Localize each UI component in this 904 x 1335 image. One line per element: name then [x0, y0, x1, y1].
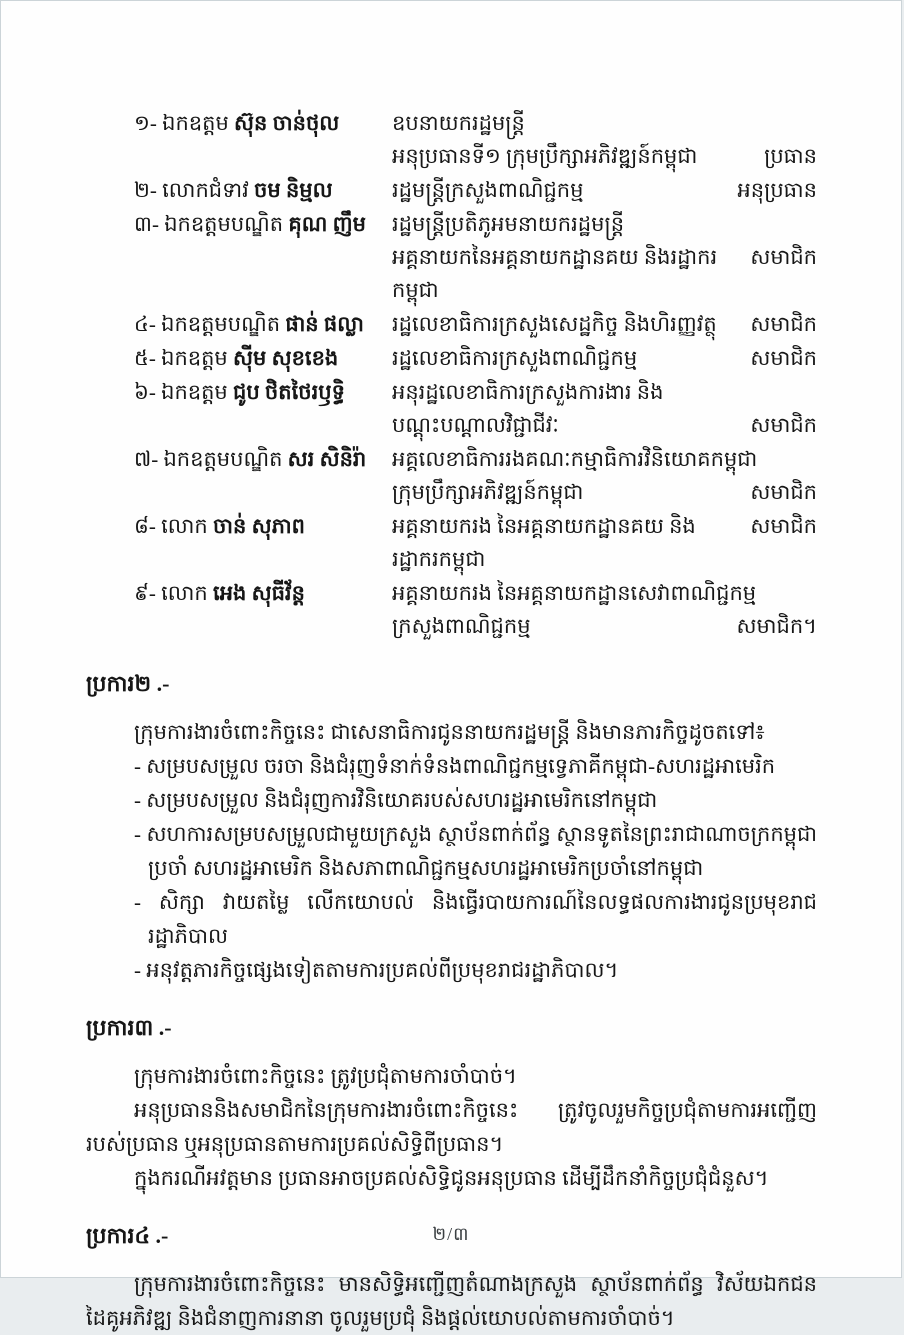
member-prefix: ៥- ឯកឧត្តម — [134, 346, 228, 370]
member-title-and-name — [134, 443, 388, 509]
member-prefix: ៨- លោក — [134, 514, 208, 538]
member-title-and-name — [134, 577, 388, 643]
membership-role: សមាជិក — [750, 312, 817, 336]
article-heading: ប្រការ៣ .- — [86, 1015, 172, 1040]
member-row — [134, 443, 817, 509]
member-title-and-name — [134, 308, 388, 341]
position-text: អនុប្រធានទី១ ក្រុមប្រឹក្សាអភិវឌ្ឍន៍កម្ពុជា — [392, 144, 698, 168]
member-prefix: ៩- លោក — [134, 581, 208, 605]
membership-role: សមាជិក — [750, 514, 817, 538]
duty-bullet-item: - សម្របសម្រួល ចរចា និងជំរុញទំនាក់ទំនងពាណិជ្ជកម្មទ្វេភាគីកម្ពុជា-សហរដ្ឋអាមេរិក — [134, 754, 776, 778]
member-positions — [392, 510, 817, 576]
position-line — [392, 107, 817, 140]
position-line — [392, 476, 817, 509]
member-name: អេង សុធីវ័ន្ត — [213, 581, 305, 605]
member-name: ស៊ីម សុខខេង — [233, 346, 339, 370]
article-paragraph: ក្រុមការងារចំពោះកិច្ចនេះ ត្រូវប្រជុំតាមការចាំបាច់។ — [134, 1064, 517, 1088]
article-heading: ប្រការ២ .- — [86, 671, 170, 696]
position-line — [392, 140, 817, 173]
member-prefix: ២- លោកជំទាវ — [134, 178, 249, 202]
position-line — [392, 342, 817, 375]
duty-bullet-item: - អនុវត្តភារកិច្ចផ្សេងទៀតតាមការប្រគល់ពីប្រមុខរាជរដ្ឋាភិបាល។ — [134, 958, 619, 982]
member-row — [134, 174, 817, 207]
member-prefix: ៧- ឯកឧត្តមបណ្ឌិត — [134, 447, 283, 471]
duty-bullet-item: - សិក្សា វាយតម្លៃ លើកយោបល់ និងធ្វើរបាយការណ៍នៃលទ្ធផលការងារជូនប្រមុខរាជរដ្ឋាភិបាល — [134, 890, 817, 948]
position-line — [392, 308, 817, 341]
position-line — [392, 241, 817, 307]
membership-role: សមាជិក — [750, 346, 817, 370]
membership-role: សមាជិក — [750, 413, 817, 437]
member-name: គុណ ញឹម — [288, 212, 366, 236]
position-text: អគ្គនាយករង នៃអគ្គនាយកដ្ឋានគយ និងរដ្ឋាករកម្ពុជា — [392, 514, 696, 571]
member-positions — [392, 308, 817, 341]
member-row — [134, 510, 817, 576]
member-title-and-name — [134, 376, 388, 442]
member-title-and-name — [134, 107, 388, 173]
duty-bullet-item: - សម្របសម្រួល និងជំរុញការវិនិយោគរបស់សហរដ្ឋអាមេរិកនៅកម្ពុជា — [134, 788, 658, 812]
position-line — [392, 577, 817, 610]
member-row — [134, 308, 817, 341]
member-prefix: ៤- ឯកឧត្តមបណ្ឌិត — [134, 312, 281, 336]
member-name: សរ សិនិរ៉ា — [287, 447, 367, 471]
member-title-and-name — [134, 174, 388, 207]
position-line — [392, 443, 817, 476]
member-row — [134, 107, 817, 173]
article-heading: ប្រការ៤ .- — [86, 1223, 169, 1248]
position-text: អគ្គនាយករង នៃអគ្គនាយកដ្ឋានសេវាពាណិជ្ជកម្ម — [392, 581, 757, 605]
position-text: អគ្គលេខាធិការរងគណៈកម្មាធិការវិនិយោគកម្ពុជា — [392, 447, 758, 471]
member-name: ស៊ុន ចាន់ថុល — [234, 111, 340, 135]
article-paragraph: ក្នុងករណីអវត្តមាន ប្រធានអាចប្រគល់សិទ្ធិជូនអនុប្រធាន ដើម្បីដឹកនាំកិច្ចប្រជុំជំនួស។ — [134, 1166, 769, 1190]
position-text: ក្រសួងពាណិជ្ជកម្ម — [392, 614, 531, 638]
article-paragraph: ក្រុមការងារចំពោះកិច្ចនេះ មានសិទ្ធិអញ្ជើញតំណាងក្រសួង ស្ថាប័នពាក់ព័ន្ធ វិស័យឯកជន ដៃគូអភិវឌ្ឍ និងជំនាញការនានា ចូលរួមប្រជុំ និងផ្តល់យោបល់តាមការចាំបាច់។ — [86, 1272, 817, 1330]
member-positions — [392, 376, 817, 442]
member-row — [134, 342, 817, 375]
member-title-and-name — [134, 208, 388, 307]
member-name: ចាន់ សុភាព — [213, 514, 305, 538]
page-number: ២/៣ — [432, 1224, 470, 1244]
membership-role: សមាជិក — [750, 480, 817, 504]
position-text: រដ្ឋមន្ត្រីក្រសួងពាណិជ្ជកម្ម — [392, 178, 584, 202]
position-line — [392, 610, 817, 643]
member-positions — [392, 174, 817, 207]
article-section — [86, 1011, 817, 1195]
member-list — [134, 107, 817, 643]
position-text: ឧបនាយករដ្ឋមន្ត្រី — [392, 111, 525, 135]
position-line — [392, 409, 817, 442]
article-paragraph: ក្រុមការងារចំពោះកិច្ចនេះ ជាសេនាធិការជូននាយករដ្ឋមន្ត្រី និងមានភារកិច្ចដូចតទៅ៖ — [134, 720, 765, 744]
member-name: ចម និម្មល — [254, 178, 333, 202]
position-text: បណ្ដុះបណ្ដាលវិជ្ជាជីវៈ — [392, 413, 559, 437]
member-positions — [392, 208, 817, 307]
member-title-and-name — [134, 342, 388, 375]
member-positions — [392, 107, 817, 173]
member-positions — [392, 443, 817, 509]
article-paragraph: អនុប្រធាននិងសមាជិកនៃក្រុមការងារចំពោះកិច្ចនេះ ត្រូវចូលរួមកិច្ចប្រជុំតាមការអញ្ជើញរបស់ប្រធាន ឬអនុប្រធានតាមការប្រគល់សិទ្ធិពីប្រធាន។ — [86, 1098, 817, 1156]
position-text: រដ្ឋលេខាធិការក្រសួងសេដ្ឋកិច្ច និងហិរញ្ញវត្ថុ — [392, 312, 717, 336]
member-prefix: ១- ឯកឧត្តម — [134, 111, 229, 135]
membership-role: សមាជិក។ — [736, 614, 817, 638]
member-row — [134, 577, 817, 643]
position-text: អនុរដ្ឋលេខាធិការក្រសួងការងារ និង — [392, 380, 664, 404]
membership-role: អនុប្រធាន — [737, 178, 817, 202]
article-section — [86, 667, 817, 987]
member-name: ផាន់ ផល្លា — [285, 312, 364, 336]
duty-bullet-item: - សហការសម្របសម្រួលជាមួយក្រសួង ស្ថាប័នពាក់ព័ន្ធ ស្ថានទូតនៃព្រះរាជាណាចក្រកម្ពុជាប្រចាំ សហរដ្ឋអាមេរិក និងសភាពាណិជ្ជកម្មសហរដ្ឋអាមេរិកប្រចាំនៅកម្ពុជា — [134, 822, 817, 880]
member-positions — [392, 577, 817, 643]
member-name: ជូប ថិតថៃរឫទ្ធិ — [233, 380, 345, 404]
membership-role: ប្រធាន — [764, 144, 817, 168]
member-title-and-name — [134, 510, 388, 576]
position-text: រដ្ឋមន្ត្រីប្រតិភូអមនាយករដ្ឋមន្ត្រី — [392, 212, 625, 236]
membership-role: សមាជិក — [750, 245, 817, 269]
position-line — [392, 376, 817, 409]
position-text: អគ្គនាយកនៃអគ្គនាយកដ្ឋានគយ និងរដ្ឋាករកម្ពុជា — [392, 245, 718, 302]
duty-bullet-list — [134, 749, 817, 987]
position-line — [392, 510, 817, 576]
member-positions — [392, 342, 817, 375]
position-line — [392, 174, 817, 207]
document-content — [86, 107, 817, 1335]
member-row — [134, 376, 817, 442]
position-text: រដ្ឋលេខាធិការក្រសួងពាណិជ្ជកម្ម — [392, 346, 638, 370]
position-line — [392, 208, 817, 241]
member-row — [134, 208, 817, 307]
member-prefix: ៣- ឯកឧត្តមបណ្ឌិត — [134, 212, 284, 236]
position-text: ក្រុមប្រឹក្សាអភិវឌ្ឍន៍កម្ពុជា — [392, 480, 584, 504]
member-prefix: ៦- ឯកឧត្តម — [134, 380, 228, 404]
